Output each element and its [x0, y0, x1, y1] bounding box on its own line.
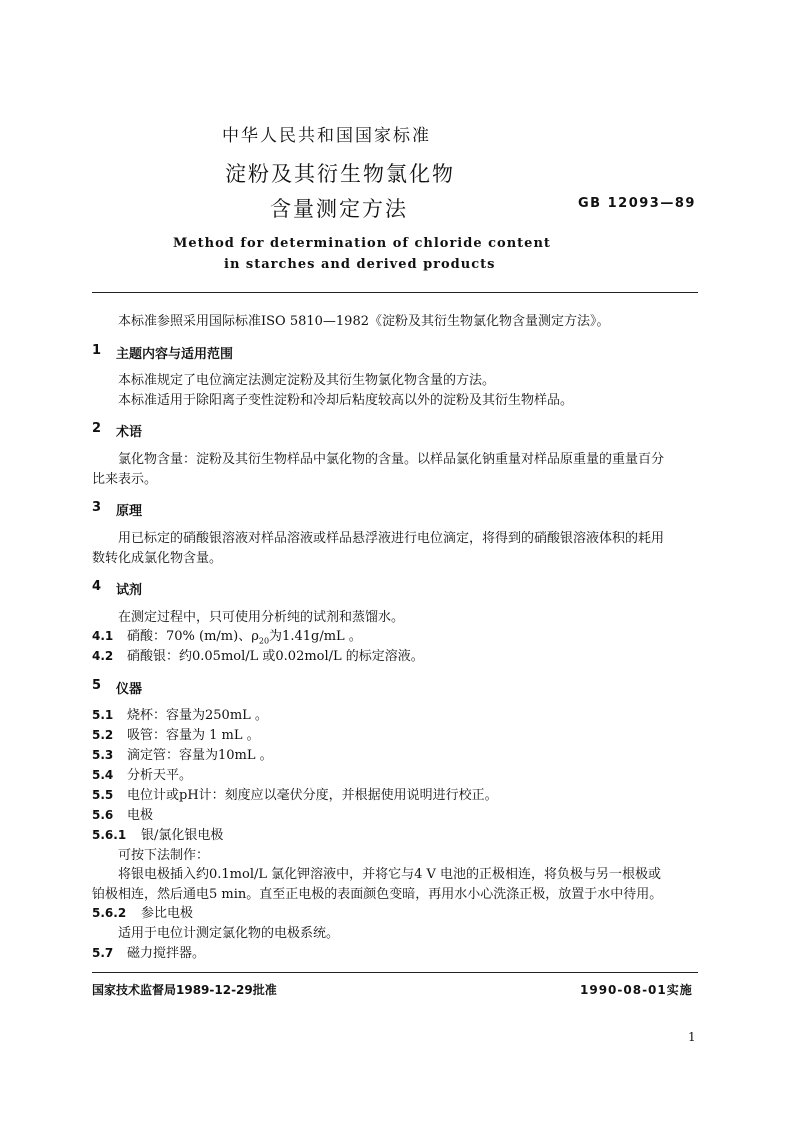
header-divider [92, 292, 698, 293]
section-3-number: 3 [92, 500, 102, 515]
item-5-4-number: 5.4 [92, 768, 114, 782]
country-standard-heading: 中华人民共和国国家标准 [222, 126, 431, 146]
footer-divider [92, 972, 698, 973]
item-5-6-1-number: 5.6.1 [92, 828, 127, 842]
section-3-para-line2: 数转化成氯化物含量。 [92, 551, 223, 566]
section-5-number: 5 [92, 678, 102, 693]
section-4-para: 在测定过程中，只可使用分析纯的试剂和蒸馏水。 [118, 610, 405, 625]
standard-code: GB 12093—89 [578, 196, 696, 211]
english-title-line1: Method for determination of chloride content [173, 236, 551, 251]
item-4-2-text: 硝酸银：约0.05mol/L 或0.02mol/L 的标定溶液。 [127, 649, 424, 664]
item-5-6-1-para1: 可按下法制作： [118, 848, 210, 863]
item-4-1-subscript: 20 [258, 636, 270, 646]
item-5-6-1-para2-line2: 铂极相连，然后通电5 min。直至正电极的表面颜色变暗，再用水小心洗涤正极，放置于水中待用。 [92, 887, 663, 902]
item-5-6-2-number: 5.6.2 [92, 906, 127, 920]
item-4-1-text-a: 硝酸：70% (m/m)、ρ [127, 629, 259, 644]
section-3-title: 原理 [116, 504, 143, 519]
item-4-1-text-b: 为1.41g/mL 。 [269, 629, 362, 644]
section-2-para-line2: 比来表示。 [92, 472, 158, 487]
item-5-6-2-title: 参比电极 [141, 906, 194, 921]
item-5-6-number: 5.6 [92, 808, 114, 822]
section-4-title: 试剂 [116, 583, 143, 598]
document-title-line1: 淀粉及其衍生物氯化物 [225, 162, 455, 186]
item-5-6-text: 电极 [127, 808, 154, 823]
effective-date: 1990-08-01实施 [580, 983, 693, 997]
item-5-6-1-para2-line1: 将银电极插入约0.1mol/L 氯化钾溶液中，并将它与4 V 电池的正极相连，将负极与另一根极或 [118, 867, 662, 882]
item-5-3-text: 滴定管：容量为10mL 。 [127, 748, 273, 763]
item-5-6-1-title: 银/氯化银电极 [141, 828, 224, 843]
item-5-2-text: 吸管：容量为 1 mL 。 [127, 728, 260, 743]
item-5-5-number: 5.5 [92, 788, 114, 802]
item-5-6-2-para: 适用于电位计测定氯化物的电极系统。 [118, 926, 340, 941]
item-5-1-number: 5.1 [92, 708, 114, 722]
section-1-number: 1 [92, 343, 102, 358]
section-2-title: 术语 [116, 425, 143, 440]
item-5-7-number: 5.7 [92, 946, 114, 960]
section-1-para1: 本标准规定了电位滴定法测定淀粉及其衍生物氯化物含量的方法。 [118, 373, 496, 388]
item-5-2-number: 5.2 [92, 728, 114, 742]
item-4-1-number: 4.1 [92, 629, 114, 643]
section-5-title: 仪器 [116, 682, 143, 697]
intro-paragraph: 本标准参照采用国际标准ISO 5810—1982《淀粉及其衍生物氯化物含量测定方法》。 [118, 314, 610, 329]
english-title-line2: in starches and derived products [224, 257, 496, 272]
item-5-4-text: 分析天平。 [127, 768, 193, 783]
section-1-title: 主题内容与适用范围 [116, 347, 234, 362]
item-5-3-number: 5.3 [92, 748, 114, 762]
item-5-7-text: 磁力搅拌器。 [127, 946, 206, 961]
item-4-2-number: 4.2 [92, 649, 114, 663]
issuer-approval: 国家技术监督局1989-12-29批准 [92, 983, 277, 997]
item-5-1-text: 烧杯：容量为250mL 。 [127, 708, 268, 723]
item-5-5-text: 电位计或pH计：刻度应以毫伏分度，并根据使用说明进行校正。 [127, 788, 498, 803]
page-number: 1 [688, 1030, 696, 1044]
section-3-para-line1: 用已标定的硝酸银溶液对样品溶液或样品悬浮液进行电位滴定，将得到的硝酸银溶液体积的耗用 [118, 531, 665, 546]
section-2-number: 2 [92, 421, 102, 436]
section-1-para2: 本标准适用于除阳离子变性淀粉和冷却后粘度较高以外的淀粉及其衍生物样品。 [118, 393, 574, 408]
section-4-number: 4 [92, 579, 102, 594]
section-2-para-line1: 氯化物含量：淀粉及其衍生物样品中氯化物的含量。以样品氯化钠重量对样品原重量的重量百分 [118, 452, 665, 467]
document-title-line2: 含量测定方法 [270, 197, 408, 221]
